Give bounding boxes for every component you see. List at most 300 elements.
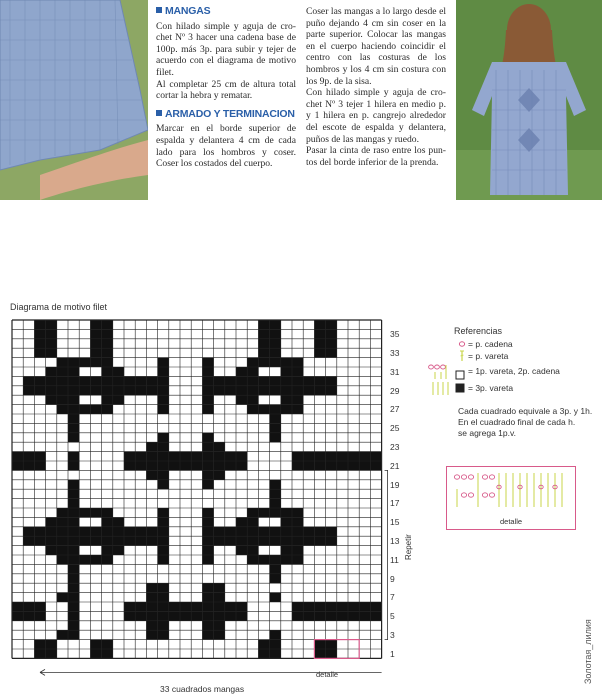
filled-cell [68,555,79,564]
filled-cell [102,649,113,658]
filled-cell [270,564,281,573]
filled-cell [303,386,314,395]
assembly-paragraph: Con hilado simple y aguja de crochet Nº 3 tejer 1 hilera en medio p. y 1 hilera en p. cangrejo alrededor del escote de espalda y delantera, puños de las mangas y ruedo. [306,87,446,145]
filled-cell [326,339,337,348]
filled-cell [202,405,213,414]
filled-cell [326,376,337,385]
filled-cell [68,593,79,602]
filled-cell [146,452,157,461]
filled-cell [158,517,169,526]
filled-cell [270,489,281,498]
row-number-label: 5 [390,611,395,622]
filled-cell [79,358,90,367]
filled-cell [57,358,68,367]
filled-cell [158,442,169,451]
filled-cell [247,508,258,517]
filled-cell [270,376,281,385]
detail-stitch-diagram [447,467,575,517]
filled-cell [90,555,101,564]
filled-cell [202,480,213,489]
filled-cell [292,405,303,414]
filled-cell [23,386,34,395]
filled-cell [348,452,359,461]
mangas-paragraph: Al completar 25 cm de altura total cortar la hebra y rematar. [156,78,296,102]
filled-cell [146,611,157,620]
filled-cell [236,602,247,611]
filled-cell [202,621,213,630]
filled-cell [270,329,281,338]
armado-heading [156,109,296,121]
legend-filled-square-text: = 3p. vareta [468,383,514,393]
filled-cell [258,649,269,658]
filled-cell [202,517,213,526]
filled-cell [68,546,79,555]
row-number-label: 1 [390,648,395,659]
legend-row-vareta [428,350,598,362]
filled-cell [314,602,325,611]
filled-cell [270,433,281,442]
filled-cell [247,367,258,376]
filled-cell [124,452,135,461]
filled-cell [135,611,146,620]
row-number-label: 7 [390,592,395,603]
filled-cell [23,527,34,536]
open-square-icon [428,362,466,380]
filled-cell [281,405,292,414]
row-number-label: 35 [390,329,400,340]
filled-cell [214,452,225,461]
filled-cell [370,602,381,611]
filled-cell [158,611,169,620]
filled-cell [258,348,269,357]
filled-cell [292,376,303,385]
filled-cell [57,395,68,404]
filled-cell [34,461,45,470]
filled-cell [124,386,135,395]
filled-cell [258,358,269,367]
filled-cell [12,602,23,611]
filled-cell [314,640,325,649]
filled-cell [270,630,281,639]
legend-cadena-text: = p. cadena [468,339,513,349]
heading-bullet-icon [156,7,162,13]
filled-cell [146,593,157,602]
filled-cell [102,395,113,404]
filled-cell [258,376,269,385]
filled-cell [79,386,90,395]
legend-vareta-text: = p. vareta [468,351,509,361]
legend-row-filled-square [428,380,598,396]
filled-cell [292,546,303,555]
legend-note-line: Cada cuadrado equivale a 3p. y 1h. [458,406,593,416]
filled-cell [46,546,57,555]
filled-cell [202,630,213,639]
filled-cell [236,367,247,376]
filled-cell [169,461,180,470]
filled-cell [158,470,169,479]
watermark: Золотая_лилия [583,619,593,684]
filled-cell [359,461,370,470]
filled-cell [68,358,79,367]
filled-cell [90,329,101,338]
filled-cell [146,630,157,639]
filled-cell [270,405,281,414]
filled-cell [46,527,57,536]
filled-cell [270,414,281,423]
filled-cell [225,386,236,395]
filled-cell [258,527,269,536]
filled-cell [247,376,258,385]
filled-cell [90,376,101,385]
filled-cell [202,583,213,592]
filled-cell [34,611,45,620]
filled-cell [68,480,79,489]
filled-cell [258,508,269,517]
mangas-heading [156,6,296,18]
filled-cell [326,452,337,461]
filled-cell [314,649,325,658]
filled-cell [146,621,157,630]
filled-cell [23,602,34,611]
filled-cell [270,423,281,432]
diagram-title: Diagrama de motivo filet [10,302,108,312]
filled-cell [314,461,325,470]
filled-cell [247,536,258,545]
filled-cell [68,414,79,423]
filled-cell [359,611,370,620]
filled-cell [180,461,191,470]
filled-cell [202,527,213,536]
filled-cell [281,386,292,395]
filled-cell [202,555,213,564]
filled-cell [314,320,325,329]
filled-cell [90,640,101,649]
filled-cell [23,536,34,545]
filled-cell [292,508,303,517]
filled-cell [303,536,314,545]
filled-cell [124,611,135,620]
filled-cell [23,452,34,461]
filled-cell [79,508,90,517]
filled-cell [79,536,90,545]
filled-cell [292,461,303,470]
filled-cell [258,329,269,338]
filled-cell [90,508,101,517]
filled-cell [146,386,157,395]
row-number-label: 21 [390,460,400,471]
filled-cell [247,527,258,536]
filled-cell [326,461,337,470]
filled-cell [23,376,34,385]
filled-cell [214,583,225,592]
filled-cell [169,611,180,620]
filled-cell [34,348,45,357]
filled-cell [214,593,225,602]
filled-cell [337,602,348,611]
filled-cell [258,405,269,414]
filled-cell [158,527,169,536]
filled-cell [68,574,79,583]
assembly-paragraph: Coser las mangas a lo largo desde el puño dejando 4 cm sin coser en la parte superior. Colocar las mangas en el cuerpo haciendo coincidir el centro con las costuras de los hombros y los 4 cm sin costura con los 9p. de la sisa. [306,6,446,87]
filled-cell [46,339,57,348]
text-column-left [156,6,296,170]
filled-cell [34,452,45,461]
filled-cell [292,555,303,564]
filled-cell [68,367,79,376]
filled-cell [68,527,79,536]
filled-cell [146,376,157,385]
filled-cell [90,649,101,658]
filled-cell [169,452,180,461]
filled-cell [90,348,101,357]
filled-cell [247,395,258,404]
filled-cell [57,593,68,602]
filled-cell [326,386,337,395]
filled-cell [102,536,113,545]
filled-cell [348,611,359,620]
filled-cell [46,395,57,404]
filled-cell [359,452,370,461]
filled-cell [359,602,370,611]
filled-cell [158,555,169,564]
filled-cell [292,452,303,461]
filled-cell [102,555,113,564]
filled-cell [34,386,45,395]
row-number-label: 13 [390,535,400,546]
filled-cell [270,593,281,602]
filled-cell [158,630,169,639]
chain-stitch-icon [428,338,466,350]
row-number-label: 19 [390,479,400,490]
filled-cell [46,649,57,658]
filled-cell [102,508,113,517]
filled-cell [158,433,169,442]
filled-cell [158,583,169,592]
filled-cell [68,376,79,385]
filled-cell [191,452,202,461]
filled-cell [281,358,292,367]
filled-cell [146,583,157,592]
filled-cell [146,527,157,536]
legend-title: Referencias [454,326,503,336]
filled-cell [46,376,57,385]
filled-cell [46,640,57,649]
filled-cell [247,405,258,414]
filled-cell [191,461,202,470]
detalle-marker-label: detalle [316,670,339,679]
filled-cell [370,452,381,461]
filled-cell [158,546,169,555]
filled-cell [135,376,146,385]
filled-cell [68,461,79,470]
filled-cell [247,386,258,395]
filled-cell [281,376,292,385]
filled-cell [34,339,45,348]
filled-cell [214,386,225,395]
filled-cell [68,489,79,498]
filled-cell [57,527,68,536]
filled-cell [180,602,191,611]
filled-cell [270,480,281,489]
filled-cell [57,517,68,526]
filled-cell [348,602,359,611]
filled-cell [158,602,169,611]
filled-cell [113,386,124,395]
filled-cell [202,461,213,470]
filled-cell [225,527,236,536]
filled-cell [79,376,90,385]
filled-cell [236,611,247,620]
filled-cell [146,602,157,611]
filled-cell [46,386,57,395]
sleeve-photo [0,0,148,200]
text-column-right [306,6,446,168]
filled-cell [113,546,124,555]
filled-cell [113,536,124,545]
filled-cell [158,461,169,470]
filled-cell [158,358,169,367]
filled-cell [34,376,45,385]
filled-cell [113,527,124,536]
filled-cell [90,527,101,536]
filled-cell [236,386,247,395]
filled-cell [23,461,34,470]
filled-cell [102,640,113,649]
filled-cell [158,367,169,376]
filled-cell [247,555,258,564]
filled-cell [292,611,303,620]
filled-cell [90,386,101,395]
legend-note-line: En el cuadrado final de cada h. [458,417,576,427]
filled-cell [326,329,337,338]
heading-bullet-icon [156,110,162,116]
filled-cell [90,320,101,329]
filled-cell [79,555,90,564]
filled-cell [326,611,337,620]
filled-cell [225,536,236,545]
filled-cell [113,395,124,404]
row-number-label: 23 [390,441,400,452]
filled-cell [158,376,169,385]
filled-cell [292,517,303,526]
filled-cell [34,329,45,338]
filled-cell [102,376,113,385]
filled-cell [68,621,79,630]
filled-cell [314,339,325,348]
filled-cell [113,367,124,376]
filled-cell [281,527,292,536]
filled-cell [292,536,303,545]
filled-cell [146,461,157,470]
filled-cell [214,611,225,620]
filled-cell [314,386,325,395]
filled-cell [202,452,213,461]
filled-cell [102,320,113,329]
filled-cell [57,546,68,555]
filled-cell [202,546,213,555]
filled-cell [270,339,281,348]
filled-cell [258,320,269,329]
filled-cell [202,593,213,602]
filled-cell [124,376,135,385]
armado-paragraph: Marcar en el borde superior de espalda y delantera 4 cm de cada lado para los hombros y coser. Coser los costados del cuerpo. [156,123,296,170]
filled-cell [202,442,213,451]
filled-cell [214,470,225,479]
filled-cell [214,461,225,470]
filled-cell [236,517,247,526]
filled-cell [270,555,281,564]
row-number-label: 33 [390,347,400,358]
filled-cell [135,527,146,536]
filled-cell [214,621,225,630]
filled-cell [12,461,23,470]
filled-cell [169,602,180,611]
filled-cell [158,536,169,545]
filled-cell [202,611,213,620]
filled-cell [281,367,292,376]
filled-cell [326,320,337,329]
filled-cell [214,527,225,536]
filled-cell [270,649,281,658]
filled-cell [236,452,247,461]
filled-cell [225,602,236,611]
filled-cell [158,395,169,404]
filet-grid [0,314,392,686]
filled-cell [68,602,79,611]
detail-caption: detalle [500,517,523,526]
filled-cell [79,405,90,414]
filled-cell [90,339,101,348]
filled-cell [214,536,225,545]
filled-cell [46,536,57,545]
mangas-paragraph: Con hilado simple y aguja de crochet Nº 3 hacer una cadena base de 100p. más 3p. para subir y tejer de acuerdo con el diagrama de motivo filet. [156,20,296,78]
double-crochet-icon [428,350,466,362]
filled-cell [202,602,213,611]
filled-cell [102,348,113,357]
filled-cell [180,452,191,461]
filled-cell [191,611,202,620]
filled-cell [46,517,57,526]
filled-cell [236,376,247,385]
filled-cell [314,536,325,545]
row-number-label: 27 [390,404,400,415]
filled-cell [146,536,157,545]
filled-cell [90,358,101,367]
filled-cell [303,452,314,461]
legend-note [428,406,598,439]
filled-cell [102,329,113,338]
filled-cell [236,527,247,536]
filled-cell [337,461,348,470]
filled-cell [202,367,213,376]
filled-cell [146,442,157,451]
legend [428,326,598,439]
filled-cell [292,367,303,376]
filled-cell [225,461,236,470]
sleeve-photo-art [0,0,148,200]
filled-cell [158,480,169,489]
filled-cell [202,376,213,385]
filled-cell [214,630,225,639]
filled-cell [68,395,79,404]
filled-cell [68,499,79,508]
filled-cell [314,376,325,385]
filled-cell [102,546,113,555]
filled-cell [314,527,325,536]
filled-cell [326,348,337,357]
filled-cell [258,555,269,564]
legend-open-square-text: = 1p. vareta, 2p. cadena [468,366,560,376]
